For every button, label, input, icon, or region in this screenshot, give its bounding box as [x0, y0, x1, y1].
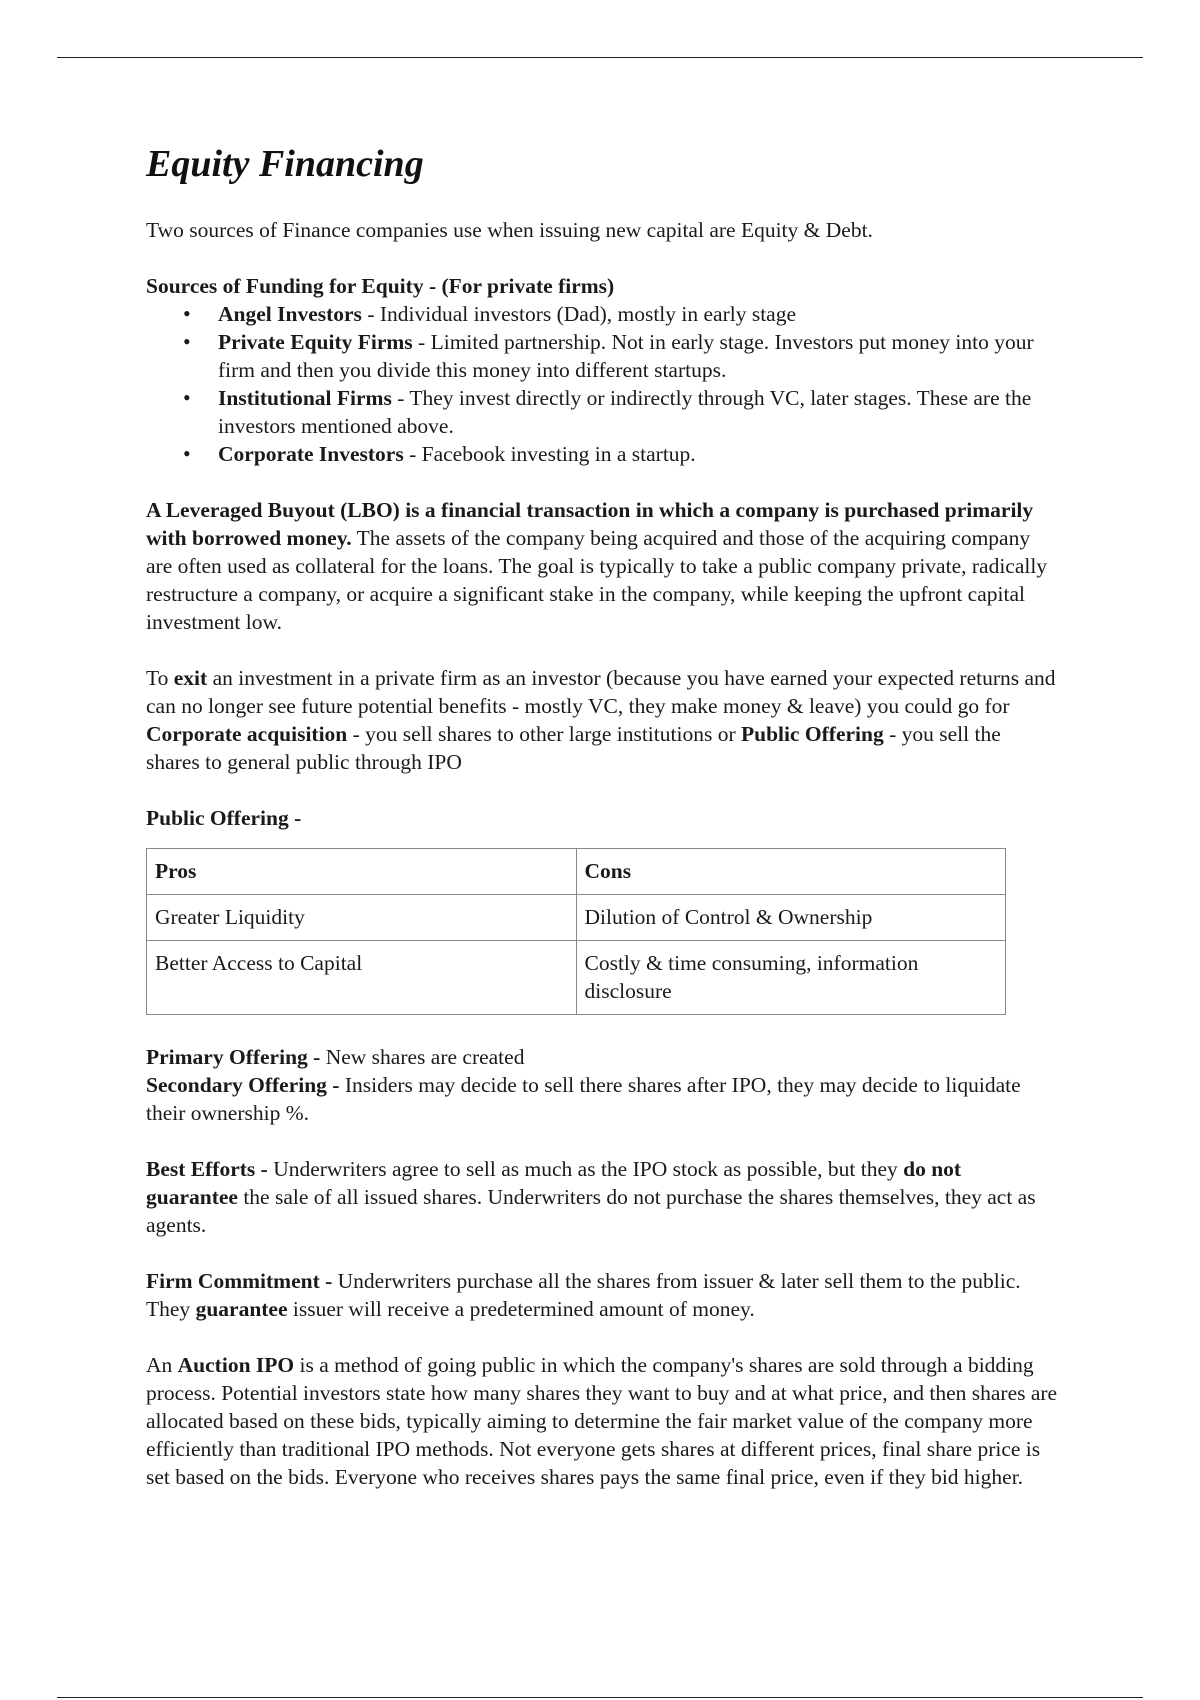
auction-ipo-paragraph [146, 1351, 1058, 1491]
list-item-desc: - Limited partnership. Not in early stage. Investors put money into your firm and then you divide this money into different startups. [218, 330, 1034, 382]
lbo-bold: A Leveraged Buyout (LBO) is a financial transaction in which a company is purchased primarily with borrowed money. [146, 498, 1034, 550]
exit-text-4: - you sell the shares to general public through IPO [146, 722, 1001, 774]
table-header-cons: Cons [576, 849, 1006, 895]
exit-paragraph [146, 664, 1058, 776]
auction-bold: Auction IPO [177, 1353, 295, 1377]
top-rule [57, 57, 1143, 58]
exit-bold-exit: exit [173, 666, 208, 690]
exit-text-3: - you sell shares to other large institutions or [347, 722, 741, 746]
list-item-term: Corporate Investors [218, 442, 404, 466]
intro-paragraph: Two sources of Finance companies use when issuing new capital are Equity & Debt. [146, 218, 873, 242]
firm-commitment-text-2: issuer will receive a predetermined amount of money. [287, 1297, 755, 1321]
firm-commitment-bold: guarantee [195, 1297, 288, 1321]
list-item [218, 384, 1058, 440]
table-row [147, 941, 1006, 1015]
exit-bold-corporate-acquisition: Corporate acquisition [146, 722, 348, 746]
best-efforts-text-1: Underwriters agree to sell as much as the IPO stock as possible, but they [267, 1157, 904, 1181]
secondary-offering-term: Secondary Offering - [146, 1073, 340, 1097]
table-cell: Dilution of Control & Ownership [576, 895, 1006, 941]
table-header-row [147, 849, 1006, 895]
best-efforts-text-2: the sale of all issued shares. Underwriters do not purchase the shares themselves, they act as agents. [146, 1185, 1036, 1237]
firm-commitment-paragraph [146, 1267, 1058, 1323]
document-body [146, 140, 1058, 1491]
exit-bold-public-offering: Public Offering [740, 722, 884, 746]
table-row [147, 895, 1006, 941]
bottom-rule [57, 1697, 1143, 1698]
lbo-paragraph [146, 496, 1058, 636]
table-cell: Greater Liquidity [147, 895, 577, 941]
primary-offering-term: Primary Offering - [146, 1045, 321, 1069]
pros-cons-table [146, 848, 1006, 1015]
page-title: Equity Financing [146, 143, 424, 185]
primary-offering-paragraph [146, 1043, 1058, 1071]
list-item-desc: - They invest directly or indirectly through VC, later stages. These are the investors mentioned above. [218, 386, 1032, 438]
list-item-term: Private Equity Firms [218, 330, 413, 354]
table-cell: Costly & time consuming, information disclosure [576, 941, 1006, 1015]
firm-commitment-text-1: Underwriters purchase all the shares from issuer & later sell them to the public. They [146, 1269, 1021, 1321]
auction-text-1: An [146, 1353, 178, 1377]
list-item [218, 328, 1058, 384]
secondary-offering-paragraph [146, 1071, 1058, 1127]
best-efforts-term: Best Efforts - [146, 1157, 268, 1181]
exit-text-1: To [146, 666, 174, 690]
secondary-offering-text: Insiders may decide to sell there shares after IPO, they may decide to liquidate their ownership %. [146, 1073, 1021, 1125]
list-item-desc: - Individual investors (Dad), mostly in early stage [361, 302, 797, 326]
funding-heading: Sources of Funding for Equity - (For private firms) [146, 274, 615, 298]
auction-text-2: is a method of going public in which the company's shares are sold through a bidding process. Potential investors state how many shares they want to buy and at what price, and then shares are allocated based on these bids, typically aiming to determine the fair market value of the company more efficiently than traditional IPO methods. Not everyone gets shares at different prices, final share price is set based on the bids. Everyone who receives shares pays the same final price, even if they bid higher. [146, 1353, 1058, 1489]
list-item-term: Angel Investors [218, 302, 362, 326]
firm-commitment-term: Firm Commitment - [146, 1269, 333, 1293]
list-item [218, 440, 1058, 468]
lbo-text: The assets of the company being acquired and those of the acquiring company are often used as collateral for the loans. The goal is typically to take a public company private, radically restructure a company, or acquire a significant stake in the company, while keeping the upfront capital investment low. [146, 526, 1048, 634]
best-efforts-paragraph [146, 1155, 1058, 1239]
table-header-pros: Pros [147, 849, 577, 895]
best-efforts-bold: do not guarantee [146, 1157, 962, 1209]
list-item [218, 300, 1058, 328]
list-item-term: Institutional Firms [218, 386, 392, 410]
list-item-desc: - Facebook investing in a startup. [403, 442, 696, 466]
exit-text-2: an investment in a private firm as an investor (because you have earned your expected returns and can no longer see future potential benefits - mostly VC, they make money & leave) you could go for [146, 666, 1056, 718]
primary-offering-text: New shares are created [320, 1045, 525, 1069]
table-cell: Better Access to Capital [147, 941, 577, 1015]
funding-list [146, 300, 1058, 468]
public-offering-heading: Public Offering - [146, 806, 302, 830]
